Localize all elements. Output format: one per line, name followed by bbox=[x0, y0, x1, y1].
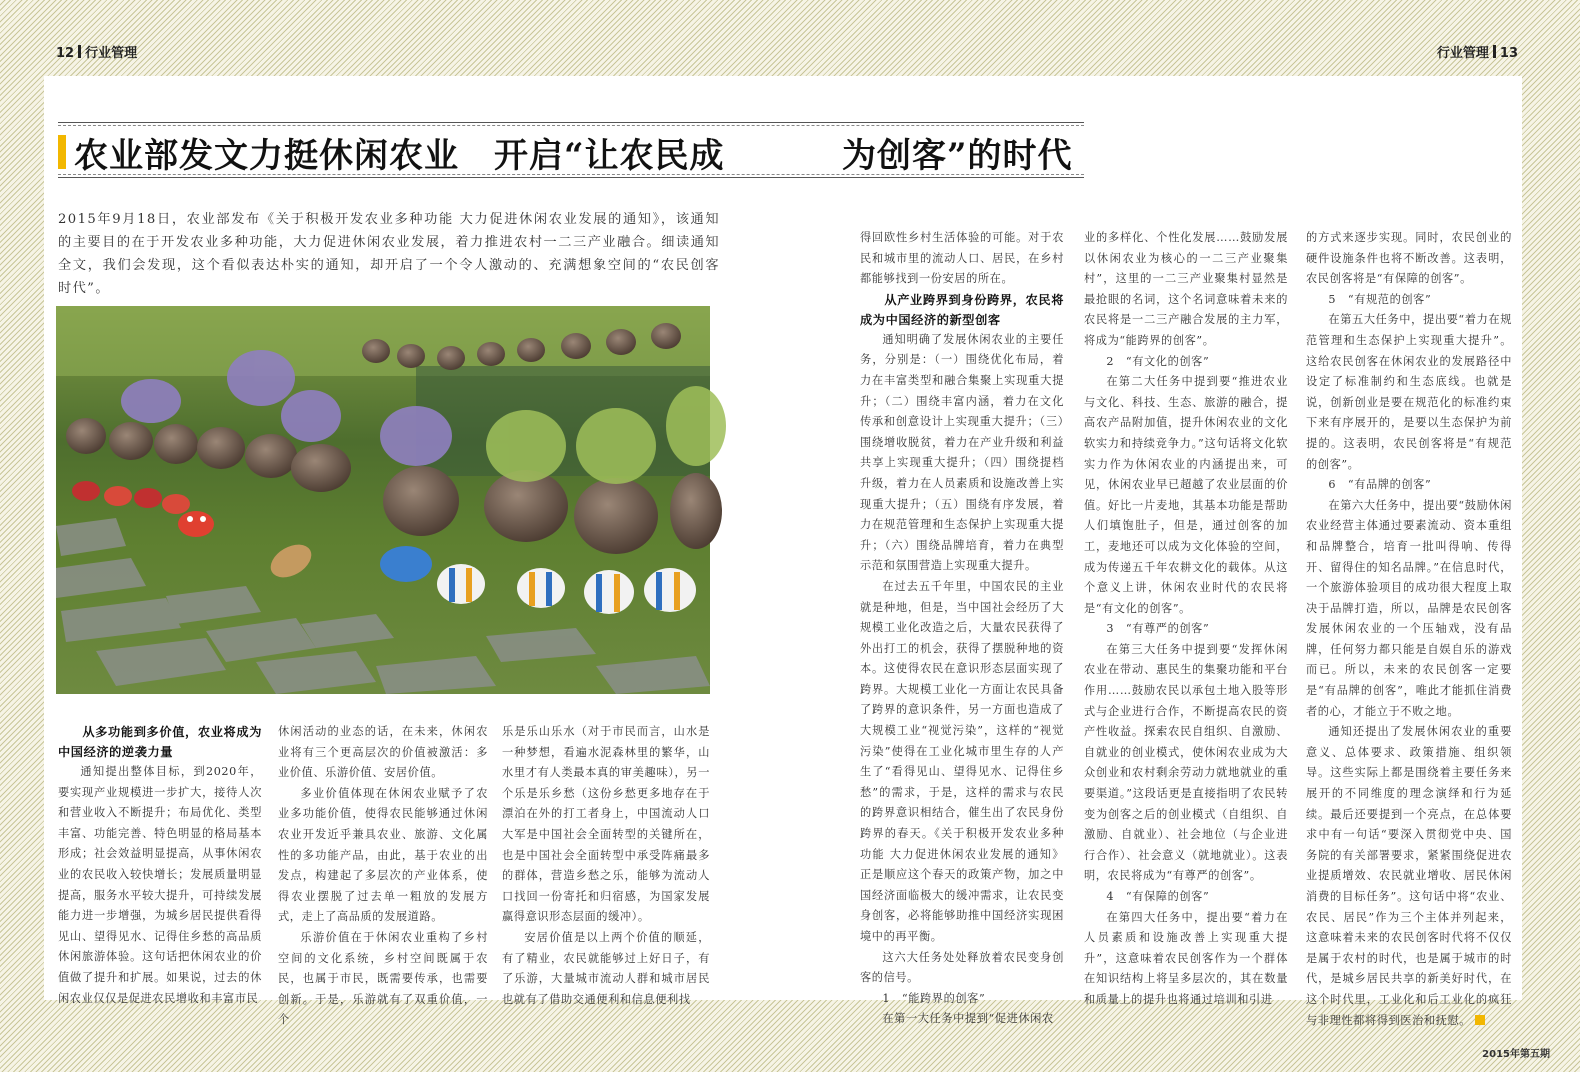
text-column-6 bbox=[1306, 228, 1512, 1027]
text-column-1 bbox=[58, 722, 262, 1005]
header-divider bbox=[1493, 45, 1496, 58]
section-name-right: 行业管理 bbox=[1436, 46, 1489, 61]
paragraph: 安居价值是以上两个价值的顺延，有了精业，农民就能够过上好日子，有了乐游，大量城市流动人群和城市居民也就有了借助交通便利和信息便利找 bbox=[502, 930, 710, 1006]
paragraph-text: 通知还提出了发展休闲农业的重要意义、总体要求、政策措施、组织领导。这些实际上都是围绕着主要任务来展开的不同维度的理念演绎和行为延续。最后还要提到一个亮点，在总体要求中有一句话“要深入贯彻党中央、国务院的有关部署要求，紧紧围绕促进农业提质增效、农民就业增收、居民休闲消费的目标任务”。这句话中将“农业、农民、居民”作为三个主体并列起来，这意味着未来的农民创客时代将不仅仅是属于农村的时代，也是属于城市的时代，是城乡居民共享的新美好时代，在这个时代里，工业化和后工业化的疯狂与非理性都将得到医治和抚慰。 bbox=[1306, 725, 1512, 1027]
article-photo bbox=[56, 306, 710, 694]
text-column-2 bbox=[278, 722, 488, 1027]
paragraph: 休闲活动的业态的话，在未来，休闲农业将有三个更高层次的价值被激活：多业价值、乐游价值、安居价值。 bbox=[278, 725, 488, 780]
paragraph: 通知提出整体目标，到2020年，要实现产业规模进一步扩大，接待人次和营业收入不断提升；布局优化、类型丰富、功能完善、特色明显的格局基本形成；社会效益明显提高，从事休闲农业的农民收入较快增长；发展质量明显提高，服务水平较大提升，可持续发展能力进一步增强，为城乡居民提供看得见山、望得见水、记得住乡愁的高品质休闲旅游体验。这句话把休闲农业的价值做了提升和扩展。如果说，过去的休闲农业仅仅是促进农民增收和丰富市民 bbox=[58, 765, 262, 1005]
subheading: 6 “有品牌的创客” bbox=[1328, 478, 1432, 492]
paragraph: 在过去五千年里，中国农民的主业就是种地，但是，当中国社会经历了大规模工业化改造之后，大量农民获得了外出打工的机会，获得了摆脱种地的资本。这使得农民在意识形态层面实现了跨界。大规模工业化一方面让农民具备了跨界的意识条件，另一方面也造成了大规模工业“视觉污染”，这样的“视觉污染”使得在工业化城市里生存的人产生了“看得见山、望得见水、记得住乡愁”的需求，于是，这样的需求与农民的跨界意识相结合，催生出了农民身份跨界的春天。《关于积极开发农业多种功能 大力促进休闲农业发展的通知》正是顺应这个春天的政策产物，加之中国经济面临极大的缓冲需求，让农民变身创客，必将能够助推中国经济实现困境中的再平衡。 bbox=[860, 579, 1064, 943]
paragraph: 在第二大任务中提到要“推进农业与文化、科技、生态、旅游的融合，提高农产品附加值，提升休闲农业的文化软实力和持续竞争力。”这句话将文化软实力作为休闲农业的内涵提出来，可见，休闲农业早已超越了农业层面的价值。好比一片麦地，其基本功能是帮助人们填饱肚子，但是，通过创客的加工，麦地还可以成为文化体验的空间，成为传递五千年农耕文化的载体。从这个意义上讲，休闲农业时代的农民将是“有文化的创客”。 bbox=[1084, 375, 1288, 615]
subheading: 2 “有文化的创客” bbox=[1106, 354, 1210, 368]
paragraph: 在第六大任务中，提出要“鼓励休闲农业经营主体通过要素流动、资本重组和品牌整合，培育一批叫得响、传得开、留得住的知名品牌。”在信息时代，一个旅游体验项目的成功很大程度上取决于品牌打造，所以，品牌是农民创客发展休闲农业的一个压轴戏，没有品牌，任何努力都只能是自娱自乐的游戏而已。所以，未来的农民创客一定要是“有品牌的创客”，唯此才能抓住消费者的心，才能立于不败之地。 bbox=[1306, 498, 1512, 718]
paragraph: 在第一大任务中提到“促进休闲农 bbox=[882, 1012, 1054, 1026]
page-number-left: 12 bbox=[56, 46, 75, 61]
text-column-3 bbox=[502, 722, 710, 1006]
title-accent-bar bbox=[58, 135, 66, 169]
section-heading: 从产业跨界到身份跨界，农民将成为中国经济的新型创客 bbox=[860, 292, 1064, 327]
subheading: 3 “有尊严的创客” bbox=[1106, 622, 1210, 636]
title-rule-bottom-dashed bbox=[58, 174, 1084, 175]
paragraph: 业的多样化、个性化发展……鼓励发展以休闲农业为核心的一二三产业聚集村”，这里的一二三产业聚集村显然是最抢眼的名词，这个名词意味着未来的农民将是一二三产融合发展的主力军，将成为“能跨界的创客”。 bbox=[1084, 231, 1288, 347]
paragraph: 在第五大任务中，提出要“着力在规范管理和生态保护上实现重大提升”。这给农民创客在休闲农业的发展路径中设定了标准制约和生态底线。也就是说，创新创业是要在规范化的标准约束下来有序展开的，是要以生态保护为前提的。这表明，农民创客将是“有规范的创客”。 bbox=[1306, 313, 1512, 471]
article-lead: 2015年9月18日，农业部发布《关于积极开发农业多种功能 大力促进休闲农业发展的通知》，该通知的主要目的在于开发农业多种功能，大力促进休闲农业发展，着力推进农村一二三产业融合。细读通知全文，我们会发现，这个看似表达朴实的通知，却开启了一个令人激动的、充满想象空间的“农民创客时代”。 bbox=[58, 212, 720, 296]
title-rule-top bbox=[58, 122, 1084, 123]
header-divider bbox=[78, 45, 81, 58]
subheading: 5 “有规范的创客” bbox=[1328, 292, 1432, 306]
article-title-part2: 为创客”的时代 bbox=[842, 136, 1073, 176]
garden-illustration bbox=[56, 306, 710, 694]
paragraph: 在第三大任务中提到要“发挥休闲农业在带动、惠民生的集聚功能和平台作用……鼓励农民以承包土地入股等形式与企业进行合作，不断提高农民的资产性收益。探索农民自组织、自激励、自就业的创业模式，使休闲农业成为大众创业和农村剩余劳动力就地就业的重要渠道。”这段话更是直接指明了农民转变为创客之后的创业模式（自组织、自激励、自就业）、社会地位（与企业进行合作）、社会意义（就地就业）。这表明，农民将成为“有尊严的创客”。 bbox=[1084, 642, 1288, 883]
text-column-4 bbox=[860, 228, 1064, 1026]
paragraph: 通知明确了发展休闲农业的主要任务，分别是：（一）围绕优化布局，着力在丰富类型和融合集聚上实现重大提升；（二）围绕丰富内涵，着力在文化传承和创意设计上实现重大提升；（三）围绕增收脱贫，着力在产业升级和利益共享上实现重大提升；（四）围绕提档升级，着力在人员素质和设施改善上实现重大提升；（五）围绕有序发展，着力在规范管理和生态保护上实现重大提升；（六）围绕品牌培育，着力在典型示范和氛围营造上实现重大提升。 bbox=[860, 332, 1064, 573]
paragraph: 多业价值体现在休闲农业赋予了农业多功能价值，使得农民能够通过休闲农业开发近乎兼具农业、旅游、文化属性的多功能产品，由此，基于农业的出发点，构建起了多层次的产业体系，使得农业摆脱了过去单一粗放的发展方式，走上了高品质的发展道路。 bbox=[278, 786, 488, 924]
paragraph: 在第四大任务中，提出要“着力在人员素质和设施改善上实现重大提升”，这意味着农民创客作为一个群体在知识结构上将呈多层次的，其在数量和质量上的提升也将通过培训和引进 bbox=[1084, 910, 1288, 1006]
subheading: 1 “能跨界的创客” bbox=[882, 991, 986, 1005]
page-header-right bbox=[1437, 42, 1518, 61]
paragraph: 的方式来逐步实现。同时，农民创业的硬件设施条件也将不断改善。这表明，农民创客将是“有保障的创客”。 bbox=[1306, 231, 1512, 286]
page-number-right: 13 bbox=[1499, 46, 1518, 61]
section-heading: 从多功能到多价值，农业将成为中国经济的逆袭力量 bbox=[58, 725, 262, 759]
title-rule-top-dashed bbox=[58, 125, 1084, 126]
issue-label: 2015年第五期 bbox=[1482, 1049, 1550, 1060]
subheading: 4 “有保障的创客” bbox=[1106, 890, 1210, 903]
page-header-left bbox=[56, 42, 137, 61]
article-end-mark bbox=[1475, 1015, 1485, 1025]
paragraph: 乐游价值在于休闲农业重构了乡村空间的文化系统，乡村空间既属于农民，也属于市民，既需要传承，也需要创新。于是，乐游就有了双重价值，一个 bbox=[278, 930, 488, 1027]
paragraph bbox=[1306, 722, 1512, 1031]
paragraph: 得回欧性乡村生活体验的可能。对于农民和城市里的流动人口、居民，在乡村都能够找到一份安居的所在。 bbox=[860, 231, 1064, 286]
section-name-left: 行业管理 bbox=[85, 46, 138, 61]
paragraph: 乐是乐山乐水（对于市民而言，山水是一种梦想，看遍水泥森林里的繁华，山水里才有人类最本真的审美趣味），另一个乐是乐乡愁（这份乡愁更多地存在于漂泊在外的打工者身上，中国流动人口大军是中国社会全面转型的关键所在，也是中国社会全面转型中承受阵痛最多的群体，营造乡愁之乐，能够为流动人口找回一份寄托和归宿感，为国家发展赢得意识形态层面的缓冲）。 bbox=[502, 725, 710, 924]
article-title-part1: 农业部发文力挺休闲农业 开启“让农民成 bbox=[74, 136, 725, 176]
paragraph: 这六大任务处处释放着农民变身创客的信号。 bbox=[860, 950, 1064, 985]
title-rule-bottom bbox=[58, 177, 1084, 178]
text-column-5 bbox=[1084, 228, 1288, 1006]
